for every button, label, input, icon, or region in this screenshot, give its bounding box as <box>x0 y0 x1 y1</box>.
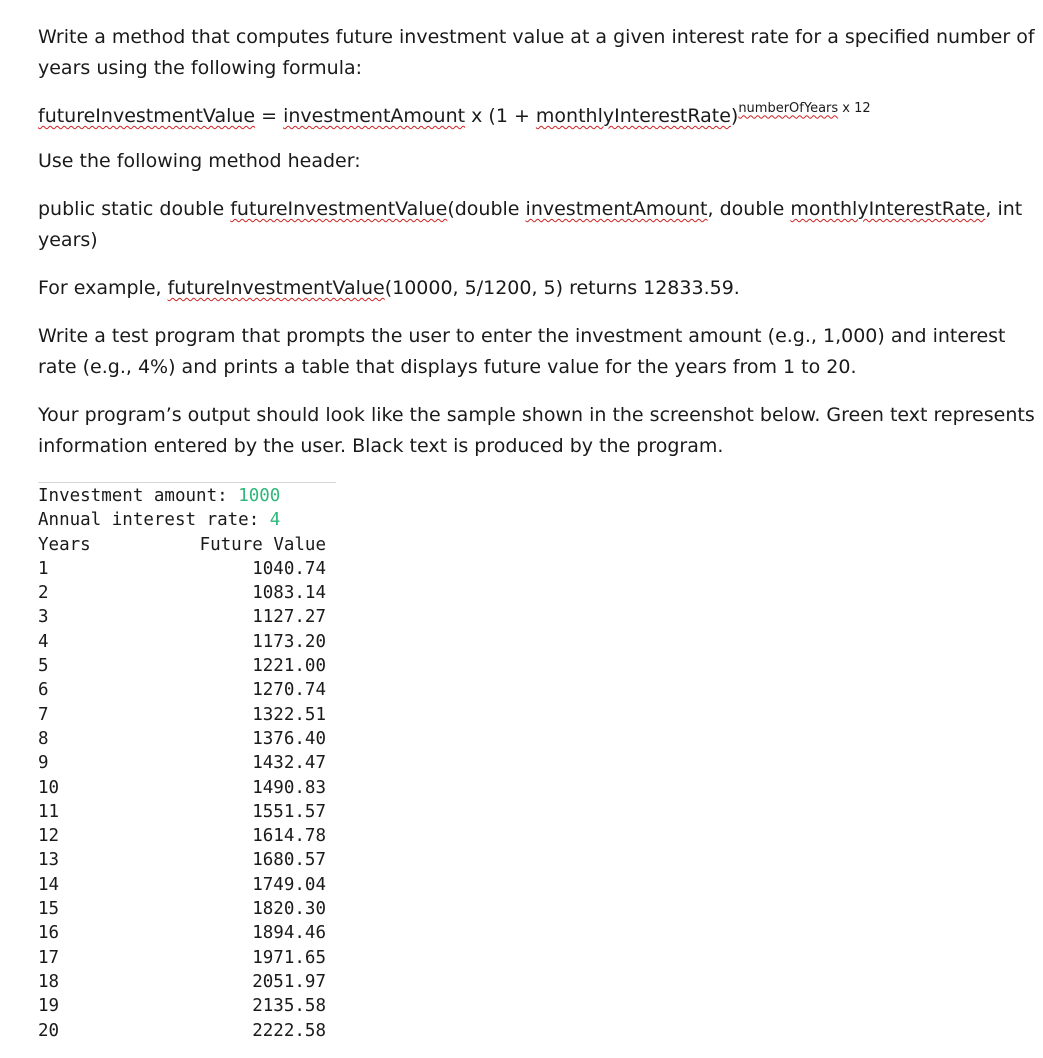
example-suffix: (10000, 5/1200, 5) returns 12833.59. <box>384 277 740 299</box>
year-cell: 9 <box>38 753 49 774</box>
year-cell: 6 <box>38 680 49 701</box>
future-value-cell: 1322.51 <box>252 704 326 725</box>
test-program-paragraph: Write a test program that prompts the user to enter the investment amount (e.g., 1,000) and interest rate (e.g., 4%) and prints a table that displays future value for the years from 1 to 20. <box>38 325 1006 378</box>
year-cell: 14 <box>38 874 60 895</box>
table-header <box>38 533 326 557</box>
formula-lhs: futureInvestmentValue <box>38 105 256 127</box>
column-header-future-value: Future Value <box>199 534 326 555</box>
table-row <box>38 848 326 872</box>
method-header <box>38 194 1036 256</box>
future-value-cell: 1270.74 <box>252 680 326 701</box>
future-value-cell: 1614.78 <box>252 826 326 847</box>
method-header-intro: Use the following method header: <box>38 150 361 172</box>
future-value-cell: 1551.57 <box>252 801 326 822</box>
year-cell: 12 <box>38 826 60 847</box>
year-cell: 7 <box>38 704 49 725</box>
header-suffix: , int years) <box>38 198 1023 251</box>
example-prefix: For example, <box>38 277 168 299</box>
year-cell: 8 <box>38 728 49 749</box>
table-row <box>38 873 326 897</box>
future-value-cell: 2222.58 <box>252 1020 326 1041</box>
year-cell: 2 <box>38 583 49 604</box>
formula-mid: x (1 + <box>465 105 536 127</box>
future-value-cell: 1221.00 <box>252 656 326 677</box>
table-row <box>38 557 326 581</box>
year-cell: 20 <box>38 1020 60 1041</box>
table-row <box>38 727 326 751</box>
formula-exponent-var: numberOfYears <box>738 100 839 116</box>
formula-close: ) <box>730 105 739 127</box>
year-cell: 17 <box>38 947 60 968</box>
column-header-years: Years <box>38 534 91 555</box>
table-row <box>38 921 326 945</box>
header-prefix: public static double <box>38 198 231 220</box>
formula-exponent-suffix: x 12 <box>838 100 871 116</box>
table-row <box>38 654 326 678</box>
table-row <box>38 800 326 824</box>
year-cell: 11 <box>38 801 60 822</box>
future-value-cell: 1749.04 <box>252 874 326 895</box>
future-value-cell: 1820.30 <box>252 899 326 920</box>
year-cell: 16 <box>38 923 60 944</box>
table-row <box>38 751 326 775</box>
table-row <box>38 970 326 994</box>
year-cell: 10 <box>38 777 60 798</box>
future-value-cell: 1083.14 <box>252 583 326 604</box>
future-value-cell: 1680.57 <box>252 850 326 871</box>
year-cell: 1 <box>38 558 49 579</box>
future-value-cell: 1894.46 <box>252 923 326 944</box>
sample-output-console <box>38 482 336 1043</box>
table-row <box>38 605 326 629</box>
formula-line <box>38 101 1036 132</box>
amount-prompt-line <box>38 484 336 508</box>
table-row <box>38 703 326 727</box>
formula-rate: monthlyInterestRate <box>535 105 731 127</box>
rate-prompt-line <box>38 508 336 532</box>
future-value-cell: 1173.20 <box>252 631 326 652</box>
future-value-cell: 1490.83 <box>252 777 326 798</box>
year-cell: 19 <box>38 996 60 1017</box>
formula-exponent <box>738 101 870 116</box>
amount-user-input: 1000 <box>238 486 281 506</box>
table-body <box>38 557 336 1043</box>
assignment-document <box>38 22 1036 479</box>
table-row <box>38 897 326 921</box>
year-cell: 13 <box>38 850 60 871</box>
future-value-cell: 1971.65 <box>252 947 326 968</box>
table-row <box>38 994 326 1018</box>
header-mid1: (double <box>447 198 526 220</box>
table-row <box>38 776 326 800</box>
year-cell: 5 <box>38 656 49 677</box>
example-paragraph <box>38 273 1036 304</box>
table-row <box>38 824 326 848</box>
future-value-cell: 1376.40 <box>252 728 326 749</box>
year-cell: 3 <box>38 607 49 628</box>
example-method-name: futureInvestmentValue <box>167 277 385 299</box>
rate-user-input: 4 <box>269 510 281 531</box>
year-cell: 4 <box>38 631 49 652</box>
table-row <box>38 581 326 605</box>
table-row <box>38 678 326 702</box>
future-value-cell: 1127.27 <box>252 607 326 628</box>
year-cell: 15 <box>38 899 60 920</box>
header-rate-param: monthlyInterestRate <box>790 198 986 220</box>
future-value-cell: 1432.47 <box>252 753 326 774</box>
future-value-cell: 2135.58 <box>252 996 326 1017</box>
header-method-name: futureInvestmentValue <box>230 198 448 220</box>
table-row <box>38 630 326 654</box>
header-amount-param: investmentAmount <box>525 198 708 220</box>
rate-prompt: Annual interest rate: <box>38 510 270 531</box>
table-row <box>38 946 326 970</box>
future-value-cell: 1040.74 <box>252 558 326 579</box>
output-description-paragraph: Your program’s output should look like the sample shown in the screenshot below. Green text represents information entered by the user. Black text is produced by the program. <box>38 404 1035 457</box>
formula-amount: investmentAmount <box>283 105 466 127</box>
intro-paragraph: Write a method that computes future investment value at a given interest rate for a specified number of years using the following formula: <box>38 26 1035 79</box>
future-value-cell: 2051.97 <box>252 971 326 992</box>
amount-prompt: Investment amount: <box>38 486 239 506</box>
formula-equals: = <box>255 105 284 127</box>
table-row <box>38 1019 326 1043</box>
header-mid2: , double <box>707 198 791 220</box>
year-cell: 18 <box>38 971 60 992</box>
